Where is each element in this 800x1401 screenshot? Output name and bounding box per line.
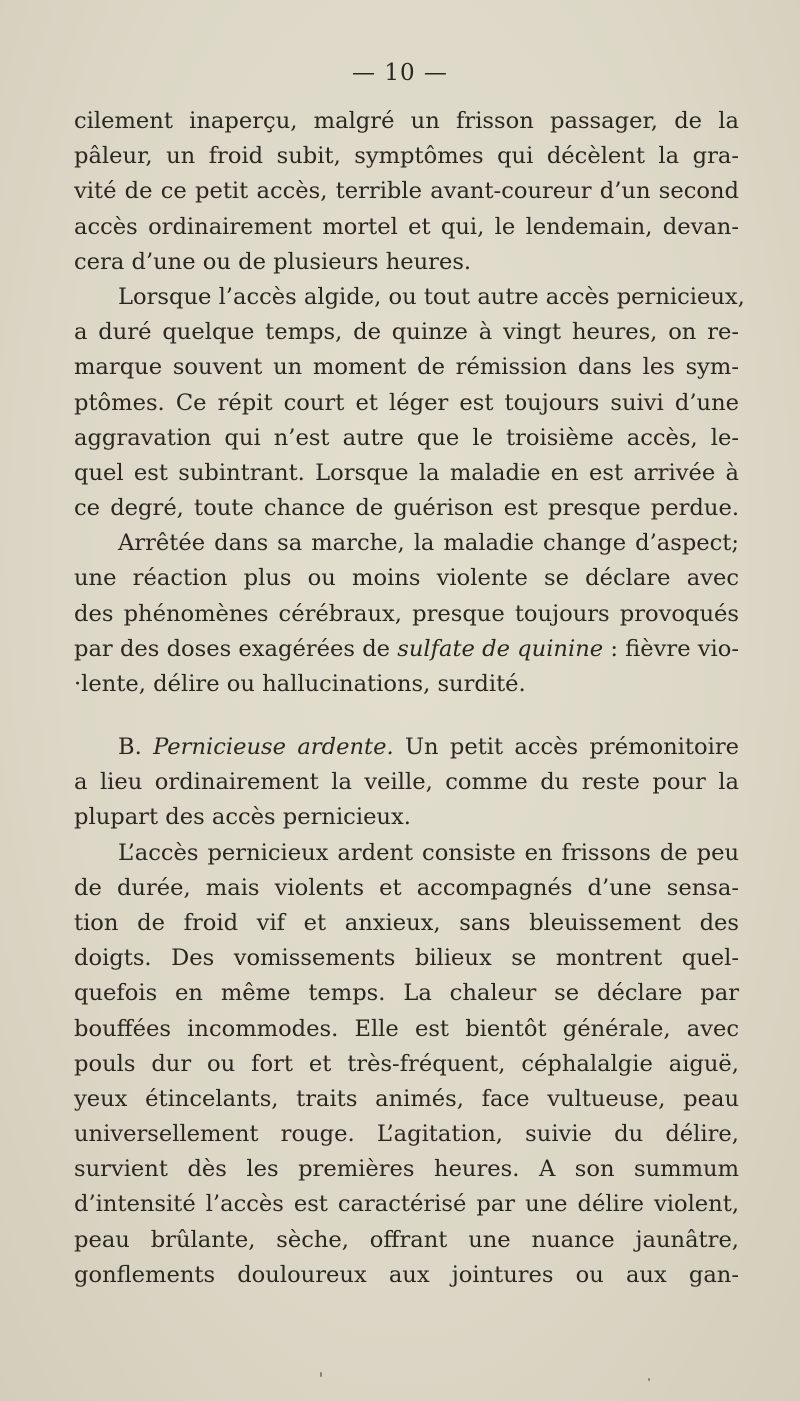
text-line: ce degré, toute chance de guérison est presque perdue.	[74, 495, 739, 522]
page-number: — 10 —	[352, 60, 448, 86]
text-line: peau brûlante, sèche, offrant une nuance jaunâtre,	[74, 1226, 739, 1253]
section-heading-line	[74, 730, 739, 765]
paper-speck	[648, 1378, 650, 1381]
text-line-with-italic	[74, 632, 739, 667]
text-run: Un petit accès prémonitoire	[393, 734, 739, 760]
text-line: cilement inaperçu, malgré un frisson passager, de la	[74, 108, 739, 134]
text-line: des phénomènes cérébraux, presque toujours provoqués	[74, 600, 739, 627]
italic-term: sulfate de quinine	[397, 635, 604, 662]
text-line: pâleur, un froid subit, symptômes qui décèlent la gra-	[74, 143, 739, 170]
text-line: plupart des accès pernicieux.	[74, 804, 411, 831]
text-line: gonflements douloureux aux jointures ou aux gan-	[74, 1261, 739, 1288]
section-label: B.	[118, 734, 154, 760]
text-line: de durée, mais violents et accompagnés d’une sensa-	[74, 874, 739, 901]
text-line: quel est subintrant. Lorsque la maladie en est arrivée à	[74, 459, 739, 486]
text-run: : fièvre vio-	[603, 635, 740, 662]
text-line: L’accès pernicieux ardent consiste en frissons de peu	[118, 839, 739, 866]
text-line: bouffées incommodes. Elle est bientôt générale, avec	[74, 1015, 739, 1042]
text-line: survient dès les premières heures. A son summum	[74, 1156, 739, 1183]
text-line: tion de froid vif et anxieux, sans bleuissement des	[74, 909, 739, 936]
text-line: universellement rouge. L’agitation, suivie du délire,	[74, 1121, 739, 1148]
text-line: yeux étincelants, traits animés, face vultueuse, peau	[74, 1085, 739, 1112]
text-line: Arrêtée dans sa marche, la maladie change d’aspect;	[118, 530, 739, 557]
text-line: a lieu ordinairement la veille, comme du reste pour la	[74, 769, 739, 796]
text-line: cera d’une ou de plusieurs heures.	[74, 248, 472, 275]
text-line: doigts. Des vomissements bilieux se montrent quel-	[74, 945, 739, 972]
text-line: quefois en même temps. La chaleur se déclare par	[74, 980, 739, 1007]
text-block-upper	[74, 104, 745, 702]
text-line: d’intensité l’accès est caractérisé par une délire violent,	[74, 1191, 739, 1218]
text-line: vité de ce petit accès, terrible avant-coureur d’un second	[74, 178, 739, 205]
text-line: Lorsque l’accès algide, ou tout autre accès pernicieux,	[118, 283, 745, 310]
text-line: une réaction plus ou moins violente se déclare avec	[74, 565, 739, 592]
section-title: Pernicieuse ardente.	[153, 734, 394, 760]
text-block-lower	[74, 730, 739, 1293]
text-line: pouls dur ou fort et très-fréquent, céphalalgie aiguë,	[74, 1050, 739, 1077]
text-run: par des doses exagérées de	[74, 635, 398, 662]
text-line: aggravation qui n’est autre que le troisième accès, le-	[74, 424, 739, 451]
text-line: ptômes. Ce répit court et léger est toujours suivi d’une	[74, 389, 739, 416]
paper-speck	[320, 1372, 322, 1377]
text-line: marque souvent un moment de rémission dans les sym-	[74, 354, 739, 381]
text-line: accès ordinairement mortel et qui, le lendemain, devan-	[74, 213, 739, 240]
text-line: ·lente, délire ou hallucinations, surdité.	[74, 671, 526, 697]
text-line: a duré quelque temps, de quinze à vingt heures, on re-	[74, 319, 739, 346]
